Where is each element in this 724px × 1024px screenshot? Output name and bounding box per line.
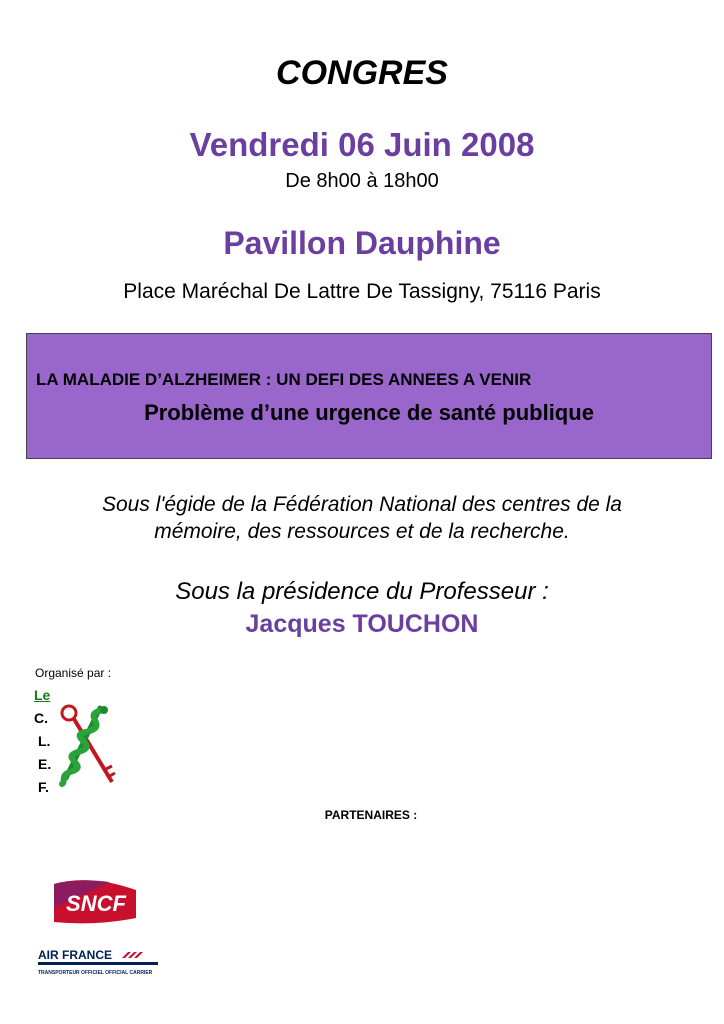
theme-title: LA MALADIE D’ALZHEIMER : UN DEFI DES ANNEES A VENIR <box>36 370 532 389</box>
acronym-letter-e: E. <box>38 756 52 772</box>
acronym-letter-f: F. <box>38 779 49 795</box>
partners-label: PARTENAIRES : <box>324 808 418 822</box>
patronage-line-2: mémoire, des ressources et de la recherche. <box>154 520 570 543</box>
airfrance-tagline: TRANSPORTEUR OFFICIEL OFFICIAL CARRIER <box>38 970 153 976</box>
airfrance-logo-icon <box>36 946 166 982</box>
presidency-label: Sous la présidence du Professeur : <box>175 578 549 605</box>
congress-title: CONGRES <box>276 54 448 92</box>
acronym-letter-le: Le <box>34 687 51 703</box>
patronage-line-1: Sous l'égide de la Fédération National des centres de la <box>101 493 622 516</box>
organizer-label: Organisé par : <box>35 666 112 680</box>
venue-address: Place Maréchal De Lattre De Tassigny, 75116 Paris <box>123 280 601 303</box>
acronym-letter-l: L. <box>38 733 51 749</box>
patronage-text <box>0 491 724 545</box>
acronym-letter-c: C. <box>34 710 48 726</box>
venue-name: Pavillon Dauphine <box>223 225 501 261</box>
president-name: Jacques TOUCHON <box>245 610 479 638</box>
event-hours: De 8h00 à 18h00 <box>285 170 439 192</box>
sncf-logo-icon <box>50 878 140 926</box>
clef-logo-icon <box>52 700 122 790</box>
event-date: Vendredi 06 Juin 2008 <box>189 126 535 163</box>
sncf-logo-text: SNCF <box>66 891 126 916</box>
theme-banner <box>26 333 712 459</box>
theme-subtitle: Problème d’une urgence de santé publique <box>144 400 594 425</box>
airfrance-logo-text: AIR FRANCE <box>38 948 112 962</box>
organizer-acronym <box>34 684 51 799</box>
